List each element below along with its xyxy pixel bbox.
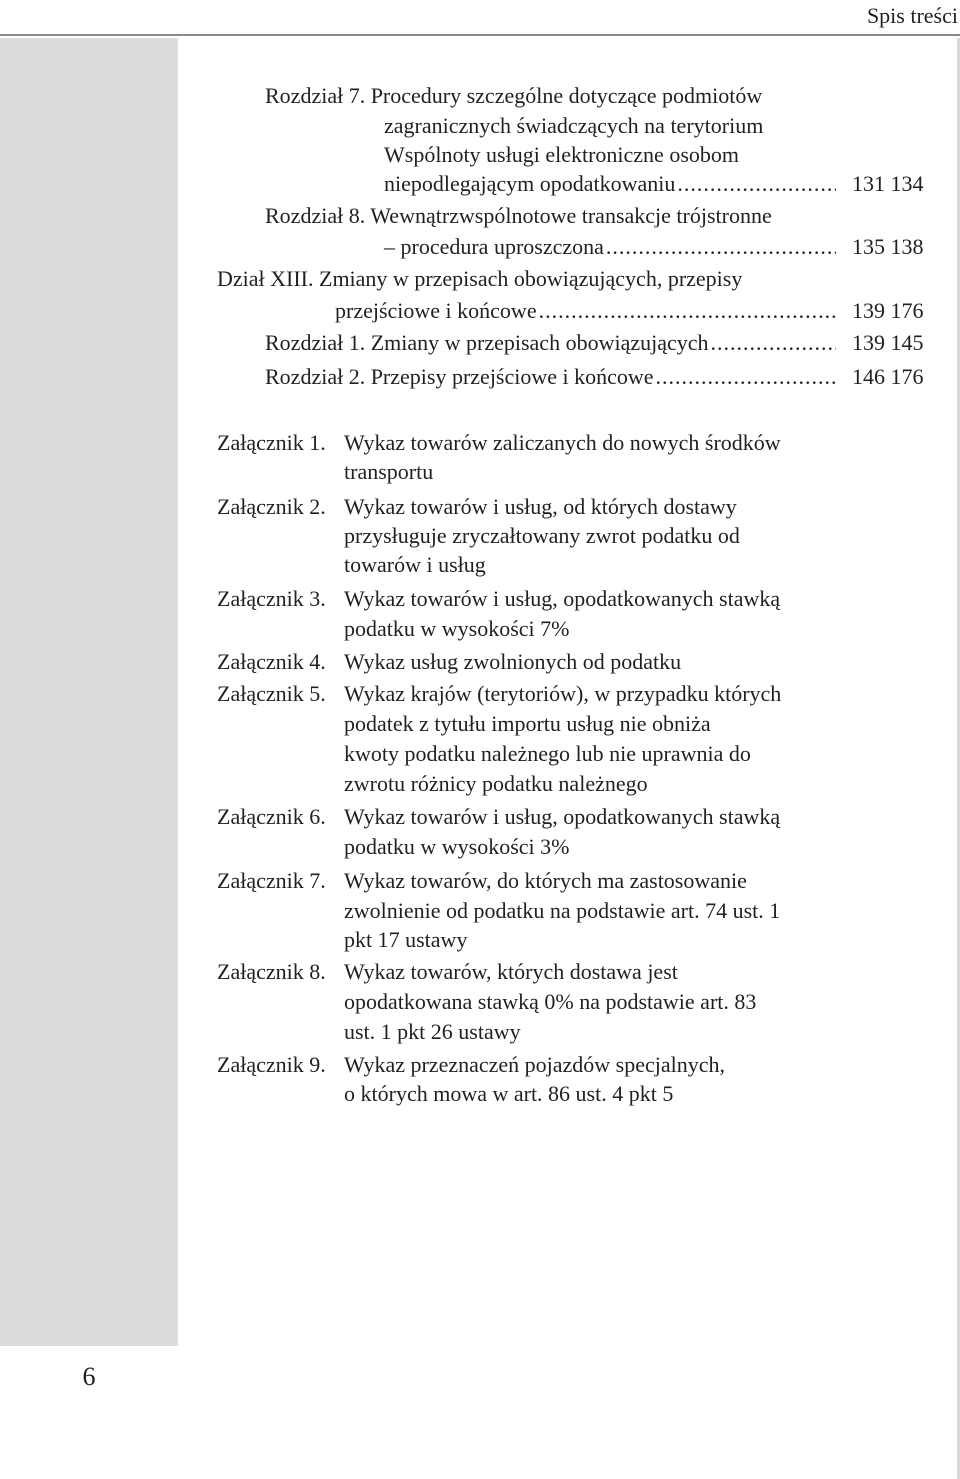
leader-dots <box>675 169 836 199</box>
annex-5-text-cont: zwrotu różnicy podatku należnego <box>344 771 648 796</box>
annex-5-label: Załącznik 5. <box>217 681 326 706</box>
annex-2-text-cont: towarów i usług <box>344 552 486 577</box>
toc-entry-section-13-last <box>335 296 836 326</box>
leader-dots <box>654 362 836 392</box>
annex-2-label: Załącznik 2. <box>217 494 326 519</box>
annex-6-text: Wykaz towarów i usług, opodatkowanych stawką <box>344 804 781 829</box>
leader-dots <box>709 328 836 358</box>
annex-5-text-cont: podatek z tytułu importu usług nie obniża <box>344 711 711 736</box>
annex-6-label: Załącznik 6. <box>217 804 326 829</box>
running-head: Spis treści <box>866 3 958 28</box>
annex-2-text-cont: przysługuje zryczałtowany zwrot podatku od <box>344 523 740 548</box>
annex-3-text-cont: podatku w wysokości 7% <box>344 616 570 641</box>
annex-7-text-cont: zwolnienie od podatku na podstawie art. 74 ust. 1 <box>344 898 781 923</box>
annex-8-text-cont: ust. 1 pkt 26 ustawy <box>344 1019 521 1044</box>
annex-5-text-cont: kwoty podatku należnego lub nie uprawnia do <box>344 741 751 766</box>
toc-entry-chapter-7: Rozdział 7. Procedury szczególne dotyczące podmiotów <box>265 83 763 108</box>
toc-entry-chapter-7-cont: Wspólnoty usługi elektroniczne osobom <box>384 142 739 167</box>
toc-entry-section-13: Dział XIII. Zmiany w przepisach obowiązujących, przepisy <box>217 266 743 291</box>
toc-entry-chapter-8-last <box>384 232 836 262</box>
toc-pages-chapter-1: 139 145 <box>852 330 924 355</box>
toc-pages-section-13: 139 176 <box>852 298 924 323</box>
toc-entry-chapter-8: Rozdział 8. Wewnątrzwspólnotowe transakcje trójstronne <box>265 203 772 228</box>
annex-1-text-cont: transportu <box>344 459 434 484</box>
leader-dots <box>537 296 836 326</box>
toc-pages-chapter-2: 146 176 <box>852 364 924 389</box>
toc-entry-text: przejściowe i końcowe <box>335 298 537 323</box>
annex-8-text-cont: opodatkowana stawką 0% na podstawie art. 83 <box>344 989 757 1014</box>
annex-3-label: Załącznik 3. <box>217 586 326 611</box>
annex-2-text: Wykaz towarów i usług, od których dostawy <box>344 494 737 519</box>
annex-3-text: Wykaz towarów i usług, opodatkowanych stawką <box>344 586 781 611</box>
toc-entry-text: – procedura uproszczona <box>384 234 604 259</box>
toc-entry-text: Rozdział 2. Przepisy przejściowe i końcowe <box>265 364 654 389</box>
annex-1-text: Wykaz towarów zaliczanych do nowych środków <box>344 430 781 455</box>
annex-7-text: Wykaz towarów, do których ma zastosowanie <box>344 868 747 893</box>
leader-dots <box>604 232 836 262</box>
toc-pages-chapter-8: 135 138 <box>852 234 924 259</box>
annex-6-text-cont: podatku w wysokości 3% <box>344 834 570 859</box>
annex-1-label: Załącznik 1. <box>217 430 326 455</box>
toc-pages-chapter-7: 131 134 <box>852 171 924 196</box>
toc-entry-chapter-7-last <box>384 169 836 199</box>
annex-9-text-cont: o których mowa w art. 86 ust. 4 pkt 5 <box>344 1081 674 1106</box>
annex-8-text: Wykaz towarów, których dostawa jest <box>344 959 678 984</box>
toc-entry-chapter-1 <box>265 328 836 358</box>
annex-7-label: Załącznik 7. <box>217 868 326 893</box>
annex-9-label: Załącznik 9. <box>217 1052 326 1077</box>
annex-9-text: Wykaz przeznaczeń pojazdów specjalnych, <box>344 1052 726 1077</box>
annex-8-label: Załącznik 8. <box>217 959 326 984</box>
annex-5-text: Wykaz krajów (terytoriów), w przypadku których <box>344 681 782 706</box>
toc-entry-text: Rozdział 1. Zmiany w przepisach obowiązujących <box>265 330 709 355</box>
annex-7-text-cont: pkt 17 ustawy <box>344 927 468 952</box>
toc-entry-text: niepodlegającym opodatkowaniu <box>384 171 676 196</box>
toc-entry-chapter-7-cont: zagranicznych świadczących na terytorium <box>384 113 764 138</box>
annex-4-label: Załącznik 4. <box>217 649 326 674</box>
annex-4-text: Wykaz usług zwolnionych od podatku <box>344 649 682 674</box>
toc-entry-chapter-2 <box>265 362 836 392</box>
page-number: 6 <box>82 1362 96 1391</box>
margin-band <box>0 38 178 1346</box>
header-rule <box>0 34 960 36</box>
